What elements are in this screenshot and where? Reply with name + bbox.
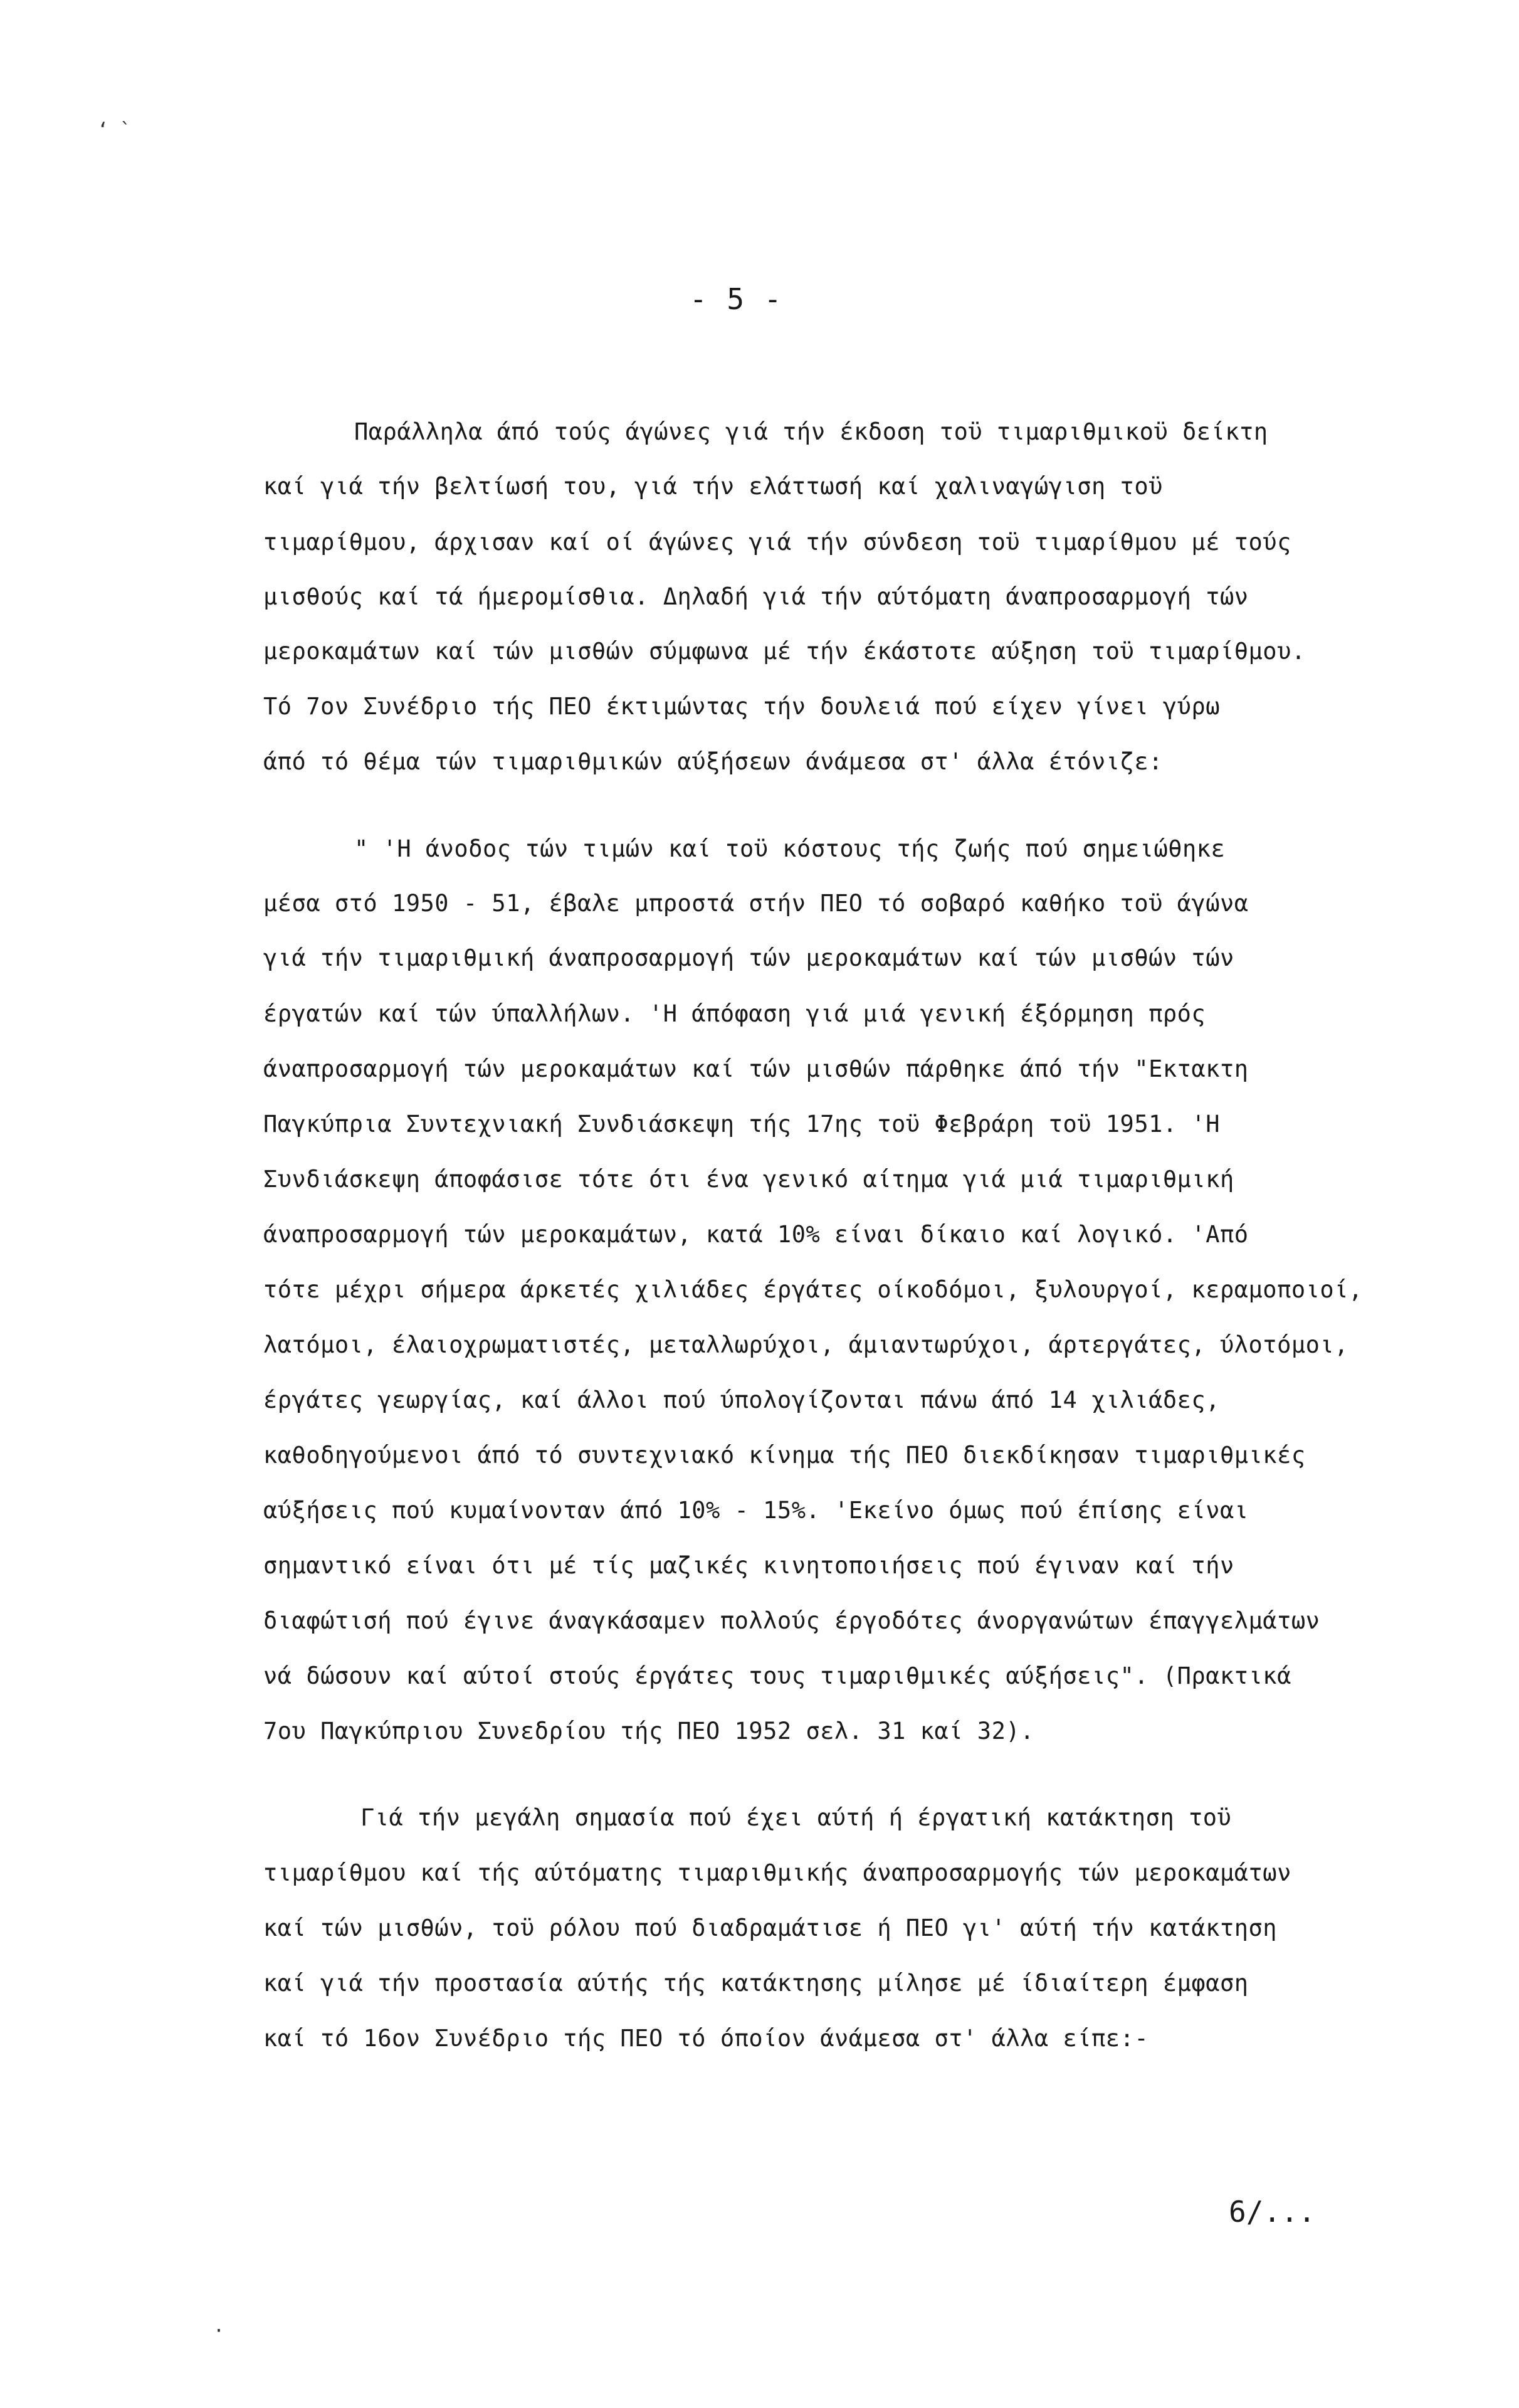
paragraph-1-line-5: μεροκαμάτων καί τών μισθών σύμφωνα μέ τήν έκάστοτε αύξηση τοϋ τιμαρίθμου. bbox=[263, 638, 1306, 665]
paragraph-2-line-8: άναπροσαρμογή τών μεροκαμάτων, κατά 10% είναι δίκαιο καί λογικό. 'Από bbox=[263, 1221, 1249, 1248]
paragraph-2-line-14: σημαντικό είναι ότι μέ τίς μαζικές κινητοποιήσεις πού έγιναν καί τήν bbox=[263, 1552, 1234, 1579]
page-number: - 5 - bbox=[690, 282, 783, 316]
paragraph-1-line-4: μισθούς καί τά ήμερομίσθια. Δηλαδή γιά τήν αύτόματη άναπροσαρμογή τών bbox=[263, 583, 1249, 610]
paragraph-1-line-1: Παράλληλα άπό τούς άγώνες γιά τήν έκδοση τοϋ τιμαριθμικοϋ δείκτη bbox=[354, 418, 1268, 445]
paragraph-1-line-7: άπό τό θέμα τών τιμαριθμικών αύξήσεων άνάμεσα στ' άλλα έτόνιζε: bbox=[263, 748, 1163, 775]
paragraph-1-line-3: τιμαρίθμου, άρχισαν καί οί άγώνες γιά τήν σύνδεση τοϋ τιμαρίθμου μέ τούς bbox=[263, 529, 1291, 556]
paragraph-2-line-10: λατόμοι, έλαιοχρωματιστές, μεταλλωρύχοι, άμιαντωρύχοι, άρτεργάτες, ύλοτόμοι, bbox=[263, 1331, 1348, 1358]
paragraph-1-line-6: Τό 7ον Συνέδριο τής ΠΕΟ έκτιμώντας τήν δουλειά πού είχεν γίνει γύρω bbox=[263, 693, 1220, 720]
paragraph-3-line-5: καί τό 16ον Συνέδριο τής ΠΕΟ τό όποίον άνάμεσα στ' άλλα είπε:- bbox=[263, 2025, 1149, 2052]
next-page-marker: 6/... bbox=[1229, 2195, 1316, 2229]
paragraph-2-line-17: 7ου Παγκύπριου Συνεδρίου τής ΠΕΟ 1952 σελ. 31 καί 32). bbox=[263, 1718, 1034, 1745]
paragraph-3-line-1: Γιά τήν μεγάλη σημασία πού έχει αύτή ή έργατική κατάκτηση τοϋ bbox=[360, 1804, 1232, 1831]
paragraph-2-line-13: αύξήσεις πού κυμαίνονταν άπό 10% - 15%. 'Εκείνο όμως πού έπίσης είναι bbox=[263, 1497, 1249, 1524]
paragraph-2-line-9: τότε μέχρι σήμερα άρκετές χιλιάδες έργάτες οίκοδόμοι, ξυλουργοί, κεραμοποιοί, bbox=[263, 1276, 1363, 1303]
paragraph-3-line-4: καί γιά τήν προστασία αύτής τής κατάκτησης μίλησε μέ ίδιαίτερη έμφαση bbox=[263, 1970, 1249, 1997]
paragraph-1-line-2: καί γιά τήν βελτίωσή του, γιά τήν ελάττωσή καί χαλιναγώγιση τοϋ bbox=[263, 473, 1163, 500]
paragraph-2-line-5: άναπροσαρμογή τών μεροκαμάτων καί τών μισθών πάρθηκε άπό τήν "Εκτακτη bbox=[263, 1055, 1249, 1082]
paragraph-2-line-6: Παγκύπρια Συντεχνιακή Συνδιάσκεψη τής 17ης τοϋ Φεβράρη τοϋ 1951. 'Η bbox=[263, 1111, 1220, 1138]
scan-mark: · bbox=[213, 2320, 225, 2342]
paragraph-2-line-16: νά δώσουν καί αύτοί στούς έργάτες τους τιμαριθμικές αύξήσεις". (Πρακτικά bbox=[263, 1662, 1291, 1689]
paragraph-2-line-3: γιά τήν τιμαριθμική άναπροσαρμογή τών μεροκαμάτων καί τών μισθών τών bbox=[263, 944, 1234, 971]
scan-mark: ‘ ` bbox=[97, 119, 132, 141]
paragraph-2-line-7: Συνδιάσκεψη άποφάσισε τότε ότι ένα γενικό αίτημα γιά μιά τιμαριθμική bbox=[263, 1166, 1234, 1193]
paragraph-2-line-4: έργατών καί τών ύπαλλήλων. 'Η άπόφαση γιά μιά γενική έξόρμηση πρός bbox=[263, 1000, 1206, 1027]
paragraph-2-line-11: έργάτες γεωργίας, καί άλλοι πού ύπολογίζονται πάνω άπό 14 χιλιάδες, bbox=[263, 1386, 1220, 1413]
paragraph-2-line-12: καθοδηγούμενοι άπό τό συντεχνιακό κίνημα τής ΠΕΟ διεκδίκησαν τιμαριθμικές bbox=[263, 1442, 1306, 1469]
paragraph-2-line-2: μέσα στό 1950 - 51, έβαλε μπροστά στήν ΠΕΟ τό σοβαρό καθήκο τοϋ άγώνα bbox=[263, 890, 1249, 917]
paragraph-3-line-2: τιμαρίθμου καί τής αύτόματης τιμαριθμικής άναπροσαρμογής τών μεροκαμάτων bbox=[263, 1859, 1291, 1886]
paragraph-3-line-3: καί τών μισθών, τοϋ ρόλου πού διαδραμάτισε ή ΠΕΟ γι' αύτή τήν κατάκτηση bbox=[263, 1914, 1278, 1941]
paragraph-2-line-1: " 'Η άνοδος τών τιμών καί τοϋ κόστους τής ζωής πού σημειώθηκε bbox=[354, 835, 1226, 862]
paragraph-2-line-15: διαφώτισή πού έγινε άναγκάσαμεν πολλούς έργοδότες άνοργανώτων έπαγγελμάτων bbox=[263, 1607, 1320, 1634]
